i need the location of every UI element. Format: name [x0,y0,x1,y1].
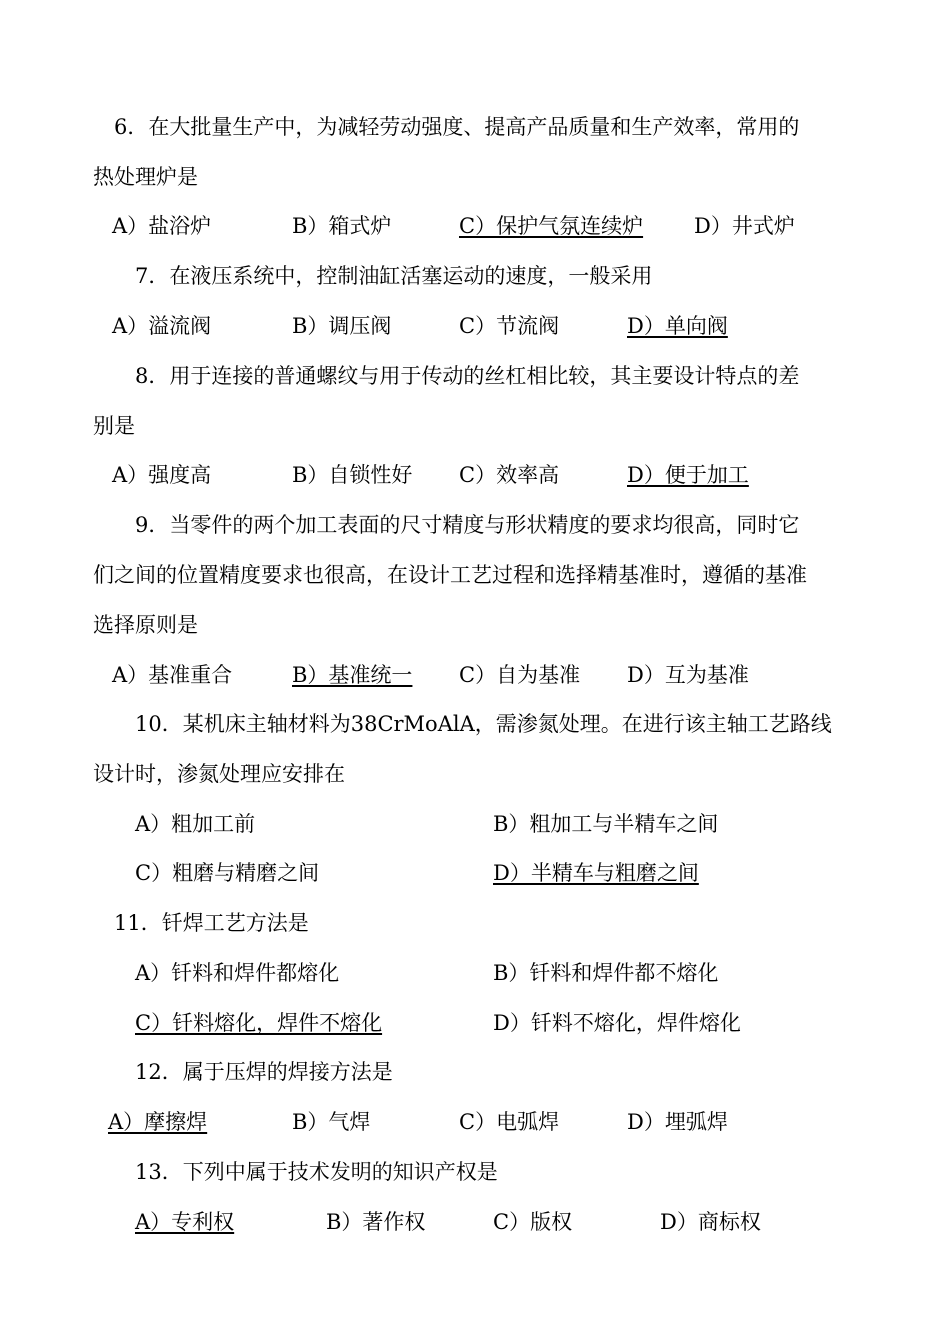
q8-option-a: A）强度高 [112,463,212,487]
q6-option-d: D）井式炉 [694,214,795,238]
q9-stem-line2: 们之间的位置精度要求也很高，在设计工艺过程和选择精基准时，遵循的基准 [93,563,807,587]
q7-option-c: C）节流阀 [459,314,560,338]
q8-stem-line2: 别是 [93,414,135,438]
q9-option-a: A）基准重合 [112,663,233,687]
q6-option-a: A）盐浴炉 [112,214,212,238]
q6-stem-line1: 6．在大批量生产中，为减轻劳动强度、提高产品质量和生产效率，常用的 [114,115,800,139]
q12-stem-line1: 12．属于压焊的焊接方法是 [135,1060,393,1084]
q10-option-b: B）粗加工与半精车之间 [493,812,719,836]
q9-stem-line3: 选择原则是 [93,613,198,637]
q13-option-c: C）版权 [493,1210,573,1234]
q12-option-b: B）气焊 [292,1110,371,1134]
q7-option-d-answer: D）单向阀 [627,314,728,338]
q9-option-d: D）互为基准 [627,663,749,687]
q6-option-c-answer: C）保护气氛连续炉 [459,214,644,238]
q6-option-b: B）箱式炉 [292,214,392,238]
q11-option-d: D）钎料不熔化，焊件熔化 [493,1011,741,1035]
q8-option-b: B）自锁性好 [292,463,413,487]
q13-option-d: D）商标权 [660,1210,761,1234]
q9-option-c: C）自为基准 [459,663,581,687]
q11-option-c-answer: C）钎料熔化，焊件不熔化 [135,1011,383,1035]
q9-stem-line1: 9．当零件的两个加工表面的尺寸精度与形状精度的要求均很高，同时它 [135,513,800,537]
q9-option-b-answer: B）基准统一 [292,663,413,687]
q13-option-a-answer: A）专利权 [135,1210,235,1234]
q6-stem-line2: 热处理炉是 [93,165,198,189]
q7-stem-line1: 7．在液压系统中，控制油缸活塞运动的速度，一般采用 [135,264,653,288]
q11-option-b: B）钎料和焊件都不熔化 [493,961,719,985]
q7-option-b: B）调压阀 [292,314,392,338]
q10-stem-line1: 10．某机床主轴材料为38CrMoAlA，需渗氮处理。在进行该主轴工艺路线 [135,712,832,736]
q8-option-d-answer: D）便于加工 [627,463,749,487]
q7-option-a: A）溢流阀 [112,314,212,338]
q11-option-a: A）钎料和焊件都熔化 [135,961,340,985]
q13-option-b: B）著作权 [326,1210,426,1234]
q10-stem-line2: 设计时，渗氮处理应安排在 [93,762,345,786]
q10-option-c: C）粗磨与精磨之间 [135,861,320,885]
q12-option-a-answer: A）摩擦焊 [108,1110,208,1134]
q8-stem-line1: 8．用于连接的普通螺纹与用于传动的丝杠相比较，其主要设计特点的差 [135,364,800,388]
q11-stem-line1: 11．钎焊工艺方法是 [114,911,309,935]
q12-option-d: D）埋弧焊 [627,1110,728,1134]
q13-stem-line1: 13．下列中属于技术发明的知识产权是 [135,1160,498,1184]
q8-option-c: C）效率高 [459,463,560,487]
q10-option-a: A）粗加工前 [135,812,256,836]
q10-option-d-answer: D）半精车与粗磨之间 [493,861,699,885]
q12-option-c: C）电弧焊 [459,1110,560,1134]
